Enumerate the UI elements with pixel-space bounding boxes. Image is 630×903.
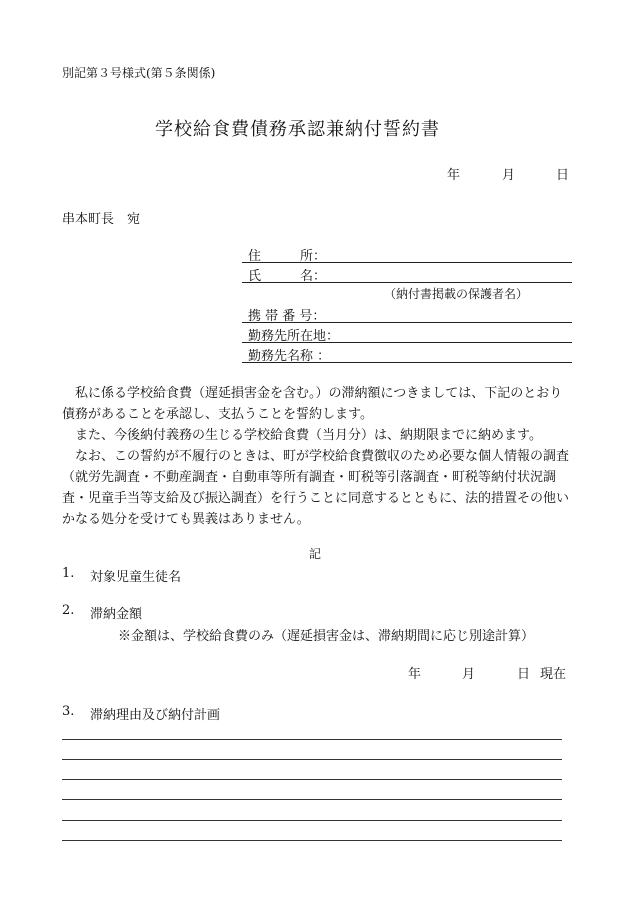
as-of-suffix: 現在 <box>540 667 567 682</box>
item-2-label: 滞納金額 <box>90 607 143 622</box>
name-underline <box>242 282 572 283</box>
as-of-month-label: 月 <box>462 667 476 682</box>
reason-line-5[interactable] <box>62 820 562 821</box>
phone-underline <box>242 322 572 323</box>
page-title: 学校給食費債務承認兼納付誓約書 <box>155 119 440 140</box>
reason-line-6[interactable] <box>62 840 562 841</box>
amount-note: ※金額は、学校給食費のみ（遅延損害金は、滞納期間に応じ別途計算） <box>118 629 535 644</box>
reason-line-4[interactable] <box>62 799 562 800</box>
reason-line-3[interactable] <box>62 779 562 780</box>
pledge-paragraph-3: なお、この誓約が不履行のときは、町が学校給食費徴収のため必要な個人情報の調査（就労先調査・不動産調査・自動車等所有調査・町税等引落調査・町税等納付状況調査・児童手当等支給及び振込調査）を行うことに同意するとともに、法的措置その他いかなる処分を受けても異義はありません。 <box>62 449 570 527</box>
item-2-number: 2. <box>62 603 75 618</box>
address-underline <box>242 262 572 263</box>
date-year-label: 年 <box>447 168 461 183</box>
workplace-name-label: 勤務先名称 ： <box>248 349 331 364</box>
item-1-label: 対象児童生徒名 <box>90 570 182 585</box>
ki-heading: 記 <box>309 547 322 561</box>
pledge-body <box>62 383 572 530</box>
name-label: 氏 名： <box>248 269 327 284</box>
item-3-label: 滞納理由及び納付計画 <box>90 708 221 723</box>
as-of-day-label: 日 <box>517 667 531 682</box>
pledge-paragraph-2: また、今後納付義務の生じる学校給食費（当月分）は、納期限までに納めます。 <box>75 428 542 443</box>
address-label: 住 所： <box>248 249 327 264</box>
date-day-label: 日 <box>556 168 570 183</box>
addressee: 串本町長 宛 <box>62 212 141 227</box>
form-reference: 別記第３号様式(第５条関係) <box>62 66 216 80</box>
reason-line-1[interactable] <box>62 739 562 740</box>
item-3-number: 3. <box>62 704 75 719</box>
workplace-name-underline <box>242 362 572 363</box>
workplace-address-label: 勤務先所在地： <box>248 329 340 344</box>
guardian-note: （納付書掲載の保護者名） <box>384 287 529 301</box>
reason-line-2[interactable] <box>62 759 562 760</box>
workplace-address-underline <box>242 342 572 343</box>
item-1-number: 1. <box>62 566 75 581</box>
phone-label: 携 帯 番 号： <box>248 309 326 324</box>
pledge-paragraph-1: 私に係る学校給食費（遅延損害金を含む。）の滞納額につきましては、下記のとおり債務があることを承認し、支払うことを誓約します。 <box>62 386 563 422</box>
date-month-label: 月 <box>502 168 516 183</box>
as-of-year-label: 年 <box>408 667 422 682</box>
